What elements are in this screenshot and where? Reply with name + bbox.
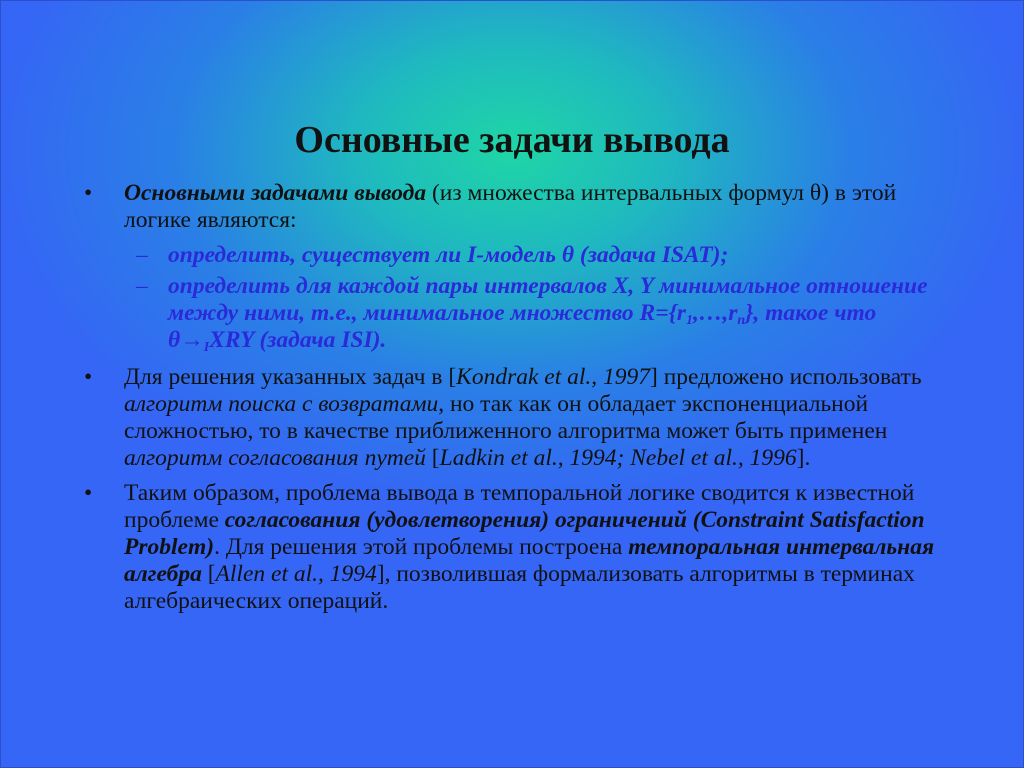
subbullet-text-part4: XRY (задача ISI).	[209, 327, 387, 353]
citation-allen: Allen et al., 1994	[215, 561, 377, 587]
subbullet-text: определить, существует ли I-модель θ (задача ISAT);	[168, 242, 729, 268]
bullet-emphasis: Основными задачами вывода	[124, 180, 427, 206]
citation-ladkin-nebel: Ladkin et al., 1994; Nebel et al., 1996	[439, 445, 797, 471]
subscript-i: I	[203, 340, 210, 355]
citation-kondrak: Kondrak et al., 1997	[456, 364, 651, 390]
bullet-marker: •	[84, 364, 93, 390]
bullet-text: [	[425, 445, 440, 471]
subbullet-text-part1: определить для каждой пары интервалов X, Y минимальное отношение между ними, т.е., минимальное множество R={r	[168, 273, 928, 326]
bullet-text: (из множества интервальных формул θ) в этой логике являются:	[124, 180, 897, 233]
bullet-text: . Для решения этой проблемы построена	[214, 534, 629, 560]
subbullet-marker: –	[136, 242, 148, 268]
subbullet-isi	[84, 273, 944, 354]
subbullet-isat	[84, 242, 944, 269]
subscript-1: 1	[685, 313, 693, 328]
bullet-text: ].	[796, 445, 811, 471]
subbullet-text-part2: ,…,r	[692, 300, 738, 326]
bullet-inference-tasks	[84, 180, 944, 234]
bullet-text: , но так как он обладает экспоненциальной сложностью, то в качестве приближенного алгоритма может быть применен	[124, 391, 888, 444]
bullet-text: [	[201, 561, 216, 587]
bullet-text: Для решения указанных задач в [	[124, 364, 457, 390]
term-path-consistency: алгоритм согласования путей	[124, 445, 426, 471]
term-interval-algebra: темпоральная интервальная алгебра	[124, 534, 935, 587]
term-backtracking: алгоритм поиска с возвратами	[124, 391, 439, 417]
subbullet-marker: –	[136, 273, 148, 299]
slide-body	[84, 180, 944, 623]
bullet-text: Таким образом, проблема вывода в темпоральной логике сводится к известной проблеме	[124, 480, 915, 533]
bullet-text: ], позволившая формализовать алгоритмы в терминах алгебраических операций.	[124, 561, 915, 614]
bullet-marker: •	[84, 180, 93, 206]
bullet-csp	[84, 480, 944, 615]
term-csp: согласования (удовлетворения) ограничений (Constraint Satisfaction Problem)	[124, 507, 925, 560]
subbullet-text-part3: }, такое что θ→	[168, 300, 877, 353]
bullet-text: ] предложено использовать	[650, 364, 922, 390]
bullet-marker: •	[84, 480, 93, 506]
slide-title: Основные задачи вывода	[294, 119, 730, 161]
bullet-algorithms	[84, 364, 944, 472]
subscript-n: n	[737, 313, 746, 328]
